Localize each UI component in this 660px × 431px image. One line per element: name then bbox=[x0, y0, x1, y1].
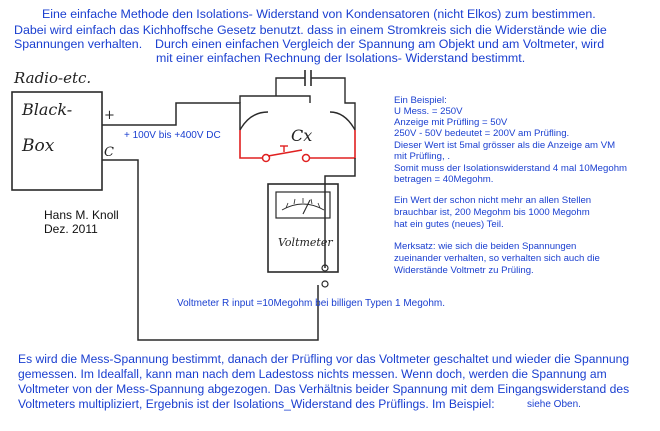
header-line-4: mit einer einfachen Rechnung der Isolations- Widerstand bestimmt. bbox=[156, 51, 526, 65]
example-line-3: Anzeige mit Prüfling = 50V bbox=[394, 117, 508, 128]
switch-contact-right bbox=[303, 155, 310, 162]
header-line-1: Eine einfache Methode den Isolations- Widerstand von Kondensatoren (nicht Elkos) zum bestimmen. bbox=[42, 7, 596, 21]
example-line-11: hat ein gutes (neues) Teil. bbox=[394, 219, 504, 230]
example-line-14: Widerstände Voltmetr zu Prüling. bbox=[394, 265, 534, 276]
bottom-line-4-ref: siehe Oben. bbox=[527, 399, 581, 410]
cap-leads bbox=[240, 88, 310, 103]
terminal-plus-label: + bbox=[104, 108, 115, 123]
example-line-12: Merksatz: wie sich die beiden Spannungen bbox=[394, 241, 577, 252]
clip-right bbox=[330, 112, 355, 130]
supply-wire-top bbox=[102, 103, 240, 130]
bottom-line-1: Es wird die Mess-Spannung bestimmt, danach der Prüfling vor das Voltmeter geschaltet und wieder die Spannung bbox=[18, 352, 630, 366]
terminal-minus-label: C bbox=[104, 145, 114, 160]
example-line-2: U Mess. = 250V bbox=[394, 106, 463, 117]
example-line-9: Ein Wert der schon nicht mehr an allen Stellen bbox=[394, 195, 592, 206]
voltmeter-spec: Voltmeter R input =10Megohm bei billigen Typen 1 Megohm. bbox=[177, 298, 446, 309]
author-name: Hans M. Knoll bbox=[44, 208, 119, 222]
box-label-line1: Black- bbox=[22, 100, 73, 119]
header-line-2: Dabei wird einfach das Kichhoffsche Gesetz benutzt. dass in einem Stromkreis sich die Widerstände wie die bbox=[14, 23, 607, 37]
clip-left bbox=[240, 112, 268, 130]
voltmeter-display bbox=[276, 192, 330, 218]
voltmeter-scale bbox=[282, 204, 324, 210]
bottom-line-3: Voltmeter von der Mess-Spannung abgezogen. Das Verhältnis beider Spannung mit dem Eingangswiderstand des bbox=[18, 382, 630, 396]
bottom-line-4: Voltmeters multipliziert, Ergebnis ist der Isolations_Widerstand des Prüflings. Im Beispiel: bbox=[18, 397, 495, 411]
example-line-7: Somit muss der Isolationswiderstand 4 mal 10Megohm bbox=[394, 163, 628, 174]
example-line-1: Ein Beispiel: bbox=[394, 95, 447, 106]
voltmeter-body bbox=[268, 184, 338, 272]
cap-lead-right bbox=[276, 78, 355, 130]
header-line-3b: Durch einen einfachen Vergleich der Spannung am Objekt und am Voltmeter, wird bbox=[155, 37, 605, 51]
voltmeter-label: Voltmeter bbox=[278, 236, 333, 249]
capacitor-label: Cx bbox=[291, 126, 313, 145]
voltmeter-needle bbox=[303, 200, 310, 214]
box-label-top: Radio-etc. bbox=[14, 69, 92, 87]
example-line-8: betragen = 40Megohm. bbox=[394, 174, 494, 185]
example-line-10: brauchbar ist, 200 Megohm bis 1000 Megohm bbox=[394, 207, 590, 218]
example-line-5: Dieser Wert ist 5mal grösser als die Anzeige am VM bbox=[394, 140, 616, 151]
example-line-6: mit Prüfling, . bbox=[394, 151, 450, 162]
box-label-line2: Box bbox=[22, 136, 55, 156]
header-line-3a: Spannungen verhalten. bbox=[14, 37, 143, 51]
author-date: Dez. 2011 bbox=[44, 222, 98, 236]
bottom-line-2: gemessen. Im Idealfall, kann man nach dem Ladestoss nichts messen. Wenn doch, werden die Spannung am bbox=[18, 367, 607, 381]
voltage-range-label: + 100V bis +400V DC bbox=[124, 130, 221, 141]
example-line-13: zueinander verhalten, so verhalten sich auch die bbox=[394, 253, 600, 264]
switch-wire-left bbox=[240, 130, 262, 158]
return-wire bbox=[102, 160, 318, 340]
switch-lever bbox=[268, 150, 302, 156]
voltmeter-terminal-minus bbox=[322, 281, 328, 287]
switch-wire-right bbox=[310, 130, 355, 158]
example-line-4: 250V - 50V bedeutet = 200V am Prüfling. bbox=[394, 128, 570, 139]
